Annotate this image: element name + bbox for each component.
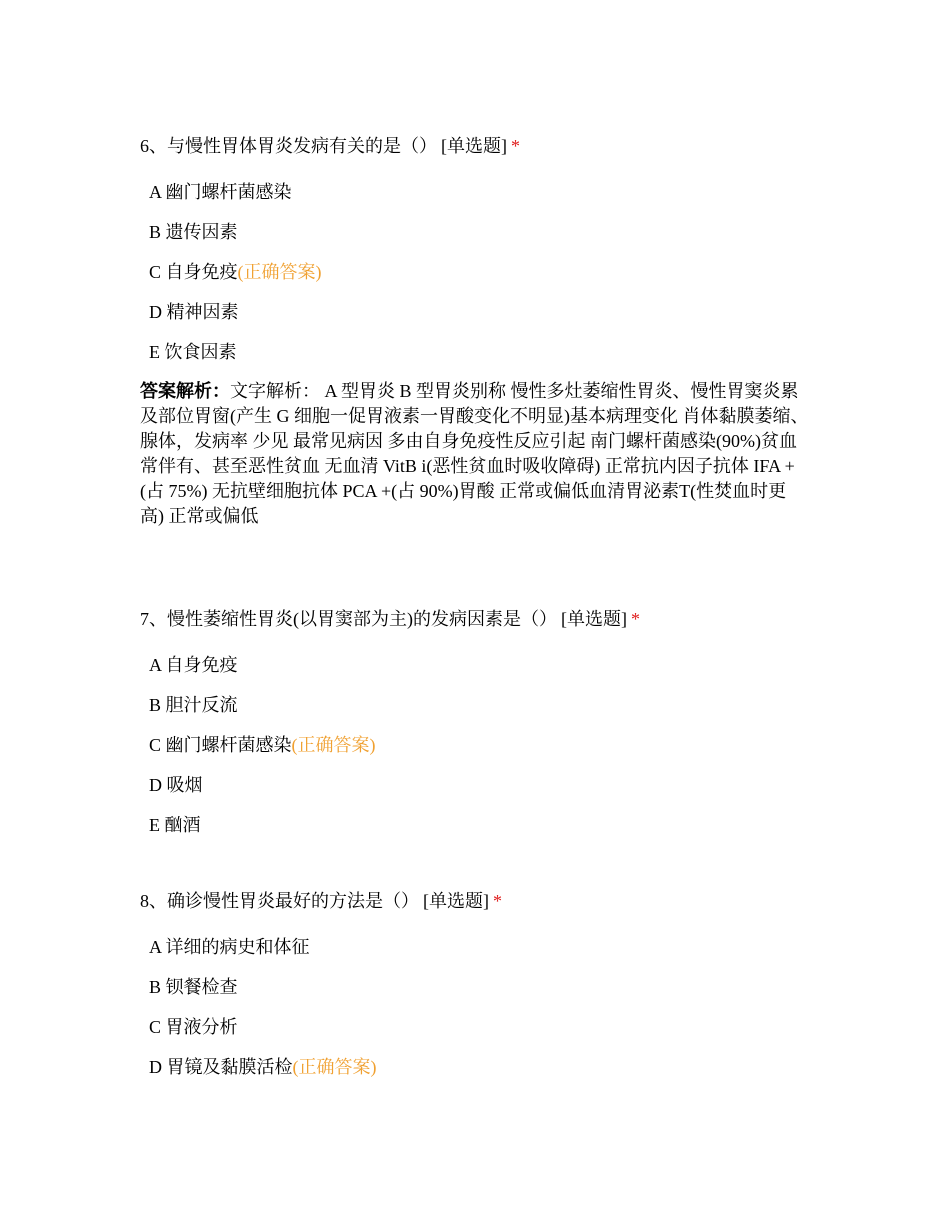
option-c[interactable]: C 胃液分析 [149, 1017, 238, 1037]
question-type: [单选题] [423, 891, 489, 911]
option-a[interactable]: A 详细的病史和体征 [149, 937, 310, 957]
required-star: * [493, 891, 502, 911]
option-e[interactable]: E 酗酒 [149, 815, 201, 835]
option-c[interactable]: C 幽门螺杆菌感染(正确答案) [149, 735, 376, 755]
analysis-label: 答案解析： [140, 381, 230, 401]
option-b[interactable]: B 胆汁反流 [149, 695, 238, 715]
question-text: 6、与慢性胃体胃炎发病有关的是（） [140, 136, 437, 156]
question-8 [140, 889, 810, 1077]
correct-answer-tag: (正确答案) [291, 735, 376, 755]
option-c[interactable]: C 自身免疫(正确答案) [149, 262, 322, 282]
question-type: [单选题] [561, 609, 627, 629]
option-e[interactable]: E 饮食因素 [149, 342, 237, 362]
question-text: 7、慢性萎缩性胃炎(以胃窦部为主)的发病因素是（） [140, 609, 557, 629]
question-type: [单选题] [441, 136, 507, 156]
required-star: * [511, 136, 520, 156]
question-title [140, 134, 810, 158]
correct-answer-tag: (正确答案) [292, 1057, 377, 1077]
answer-analysis [140, 379, 810, 529]
question-title [140, 889, 810, 913]
required-star: * [631, 609, 640, 629]
option-b[interactable]: B 遗传因素 [149, 222, 238, 242]
analysis-text: 文字解析： A 型胃炎 B 型胃炎别称 慢性多灶萎缩性胃炎、慢性胃窦炎累及部位胃窗(产生 G 细胞一促胃液素一胃酸变化不明显)基本病理变化 肖体黏膜萎缩、腺体，发病率 少见 最常见病因 多由自身免疫性反应引起 南门螺杆菌感染(90%)贫血 常伴有、甚至恶性贫血 无血清 VitB i(恶性贫血时吸收障碍) 正常抗内因子抗体 IFA +(占 75%) 无抗壁细胞抗体 PCA +(占 90%)胃酸 正常或偏低血清胃泌素T(性焚血时更高) 正常或偏低 [140, 381, 809, 526]
option-d[interactable]: D 吸烟 [149, 775, 203, 795]
option-b[interactable]: B 钡餐检查 [149, 977, 238, 997]
question-7 [140, 607, 810, 835]
option-d[interactable]: D 胃镜及黏膜活检(正确答案) [149, 1057, 377, 1077]
question-6 [140, 134, 810, 526]
option-d[interactable]: D 精神因素 [149, 302, 239, 322]
option-a[interactable]: A 自身免疫 [149, 655, 238, 675]
question-title [140, 607, 810, 631]
correct-answer-tag: (正确答案) [237, 262, 322, 282]
question-text: 8、确诊慢性胃炎最好的方法是（） [140, 891, 419, 911]
option-a[interactable]: A 幽门螺杆菌感染 [149, 182, 292, 202]
